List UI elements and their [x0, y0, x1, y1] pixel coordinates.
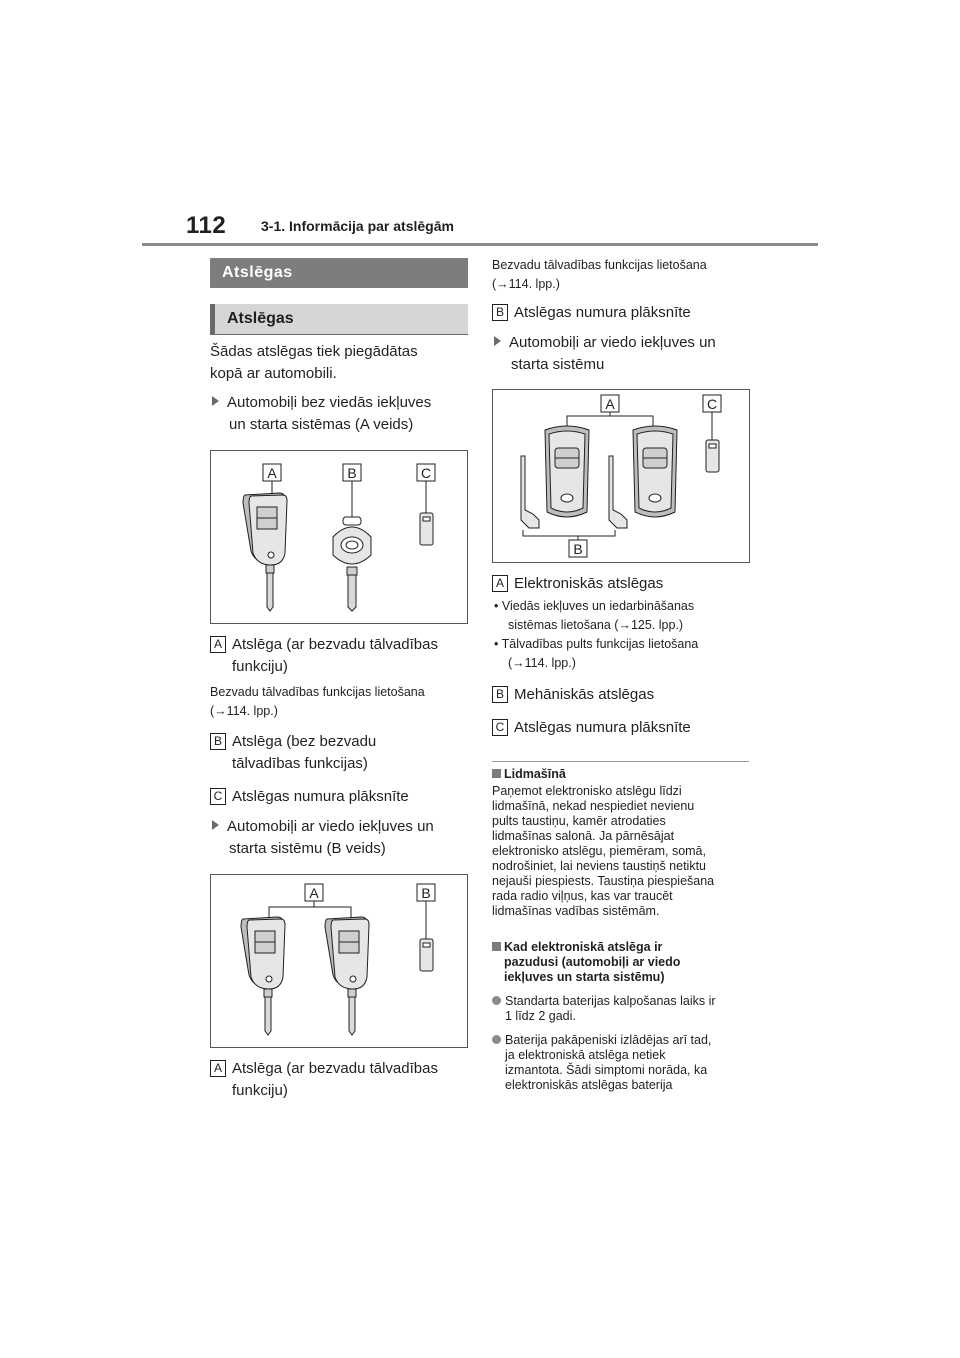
item-a3: A Elektroniskās atslēgas: [492, 573, 663, 595]
triangle-bullet-icon: [212, 820, 219, 830]
fig1-label-a: A: [267, 465, 277, 481]
fig1-label-c: C: [420, 465, 432, 481]
item-a1-note: Bezvadu tālvadības funkcijas lietošana (→114. lpp.): [210, 685, 425, 718]
list-item: • Tālvadības pults funkcijas lietošana (→114. lpp.): [494, 637, 699, 670]
notes-divider: [492, 761, 749, 762]
number-plate-c-icon: [706, 440, 719, 472]
smart-heading: Automobiļi ar viedo iekļuves un starta sistēmu: [494, 332, 716, 376]
remote-key-a-icon: [241, 917, 285, 1035]
item-b1: B Atslēga (bez bezvadu tālvadības funkcijas): [210, 731, 376, 775]
item-c3: C Atslēgas numura plāksnīte: [492, 717, 691, 739]
smart-keys-illustration: [493, 390, 749, 562]
keys-type-a-illustration: [211, 451, 467, 623]
circle-bullet-icon: [492, 996, 501, 1005]
type-b-heading: Automobiļi ar viedo iekļuves un starta sistēmu (B veids): [212, 816, 434, 860]
remote-key-a-icon: [325, 917, 369, 1035]
topic-band: Atslēgas: [210, 304, 468, 334]
item-b3: B Mehāniskās atslēgas: [492, 684, 654, 706]
list-item: Baterija pakāpeniski izlādējas arī tad, ja elektroniskā atslēga netiek izmantota. Šādi simptomi norāda, ka elektroniskās atslēgas baterija: [492, 1033, 754, 1093]
item-a1: A Atslēga (ar bezvadu tālvadības funkciju): [210, 634, 438, 678]
letter-box-a: A: [210, 636, 226, 653]
letter-box-a: A: [210, 1060, 226, 1077]
remote-key-a-icon: [243, 493, 287, 611]
number-plate-b-icon: [420, 939, 433, 971]
letter-box-a: A: [492, 575, 508, 592]
section-title: 3-1. Informācija par atslēgām: [261, 218, 454, 234]
keys-type-b-illustration: [211, 875, 467, 1047]
dot-list: [494, 597, 698, 673]
fig1-label-b: B: [347, 465, 357, 481]
fig3-label-a: A: [605, 396, 615, 412]
fig3-label-b: B: [573, 541, 583, 557]
square-bullet-icon: [492, 769, 501, 778]
figure-keys-type-b: [210, 874, 468, 1048]
item-b2: B Atslēgas numura plāksnīte: [492, 302, 691, 324]
fig2-label-a: A: [309, 885, 319, 901]
list-item: • Viedās iekļuves un iedarbināšanas sistēmas lietošana (→125. lpp.): [494, 599, 695, 632]
mechanical-key-icon: [609, 456, 627, 528]
blade-key-b-icon: [333, 517, 371, 611]
mechanical-key-icon: [521, 456, 539, 528]
fig2-label-b: B: [421, 885, 431, 901]
letter-box-b: B: [492, 304, 508, 321]
chapter-band: Atslēgas: [210, 258, 468, 288]
page-number: 112: [186, 212, 227, 239]
figure-keys-type-a: [210, 450, 468, 624]
note-lost-key: Kad elektroniskā atslēga ir pazudusi (automobiļi ar viedo iekļuves un starta sistēmu) Standarta baterijas kalpošanas laiks ir 1 līdz 2 gadi. Baterija pakāpeniski izlādējas arī tad, ja elektroniskā atslēga netiek izmantota. Šādi simptomi norāda, ka elektroniskās atslēgas baterija: [492, 940, 754, 1093]
triangle-bullet-icon: [494, 336, 501, 346]
item-c1: C Atslēgas numura plāksnīte: [210, 786, 409, 808]
smart-key-icon: [633, 426, 677, 517]
letter-box-c: C: [492, 719, 508, 736]
continued-note: Bezvadu tālvadības funkcijas lietošana (→114. lpp.): [492, 258, 707, 291]
letter-box-b: B: [210, 733, 226, 750]
letter-box-b: B: [492, 686, 508, 703]
number-plate-c-icon: [420, 513, 433, 545]
topic-band-rule: [210, 334, 468, 335]
note-airplane: Lidmašīnā Paņemot elektronisko atslēgu līdzi lidmašīnā, nekad nespiediet nevienu pults taustiņu, kamēr atrodaties lidmašīnas salonā. Ja pārnēsājat elektronisko atslēgu, piemēram, somā, nodrošiniet, lai neviens taustiņš netiktu nejauši piespiests. Taustiņa piespiešana rada radio viļņus, kas var traucēt lidmašīnas vadības sistēmām.: [492, 767, 715, 918]
type-a-heading: Automobiļi bez viedās iekļuves un starta sistēmas (A veids): [212, 392, 431, 436]
letter-box-c: C: [210, 788, 226, 805]
fig3-label-c: C: [706, 396, 718, 412]
figure-smart-keys: [492, 389, 750, 563]
square-bullet-icon: [492, 942, 501, 951]
triangle-bullet-icon: [212, 396, 219, 406]
smart-key-icon: [545, 426, 589, 517]
intro-text: Šādas atslēgas tiek piegādātas kopā ar automobili.: [210, 343, 418, 382]
header-rule: [142, 243, 818, 246]
circle-bullet-icon: [492, 1035, 501, 1044]
list-item: Standarta baterijas kalpošanas laiks ir 1 līdz 2 gadi.: [492, 994, 754, 1024]
item-a2: A Atslēga (ar bezvadu tālvadības funkciju): [210, 1058, 438, 1102]
